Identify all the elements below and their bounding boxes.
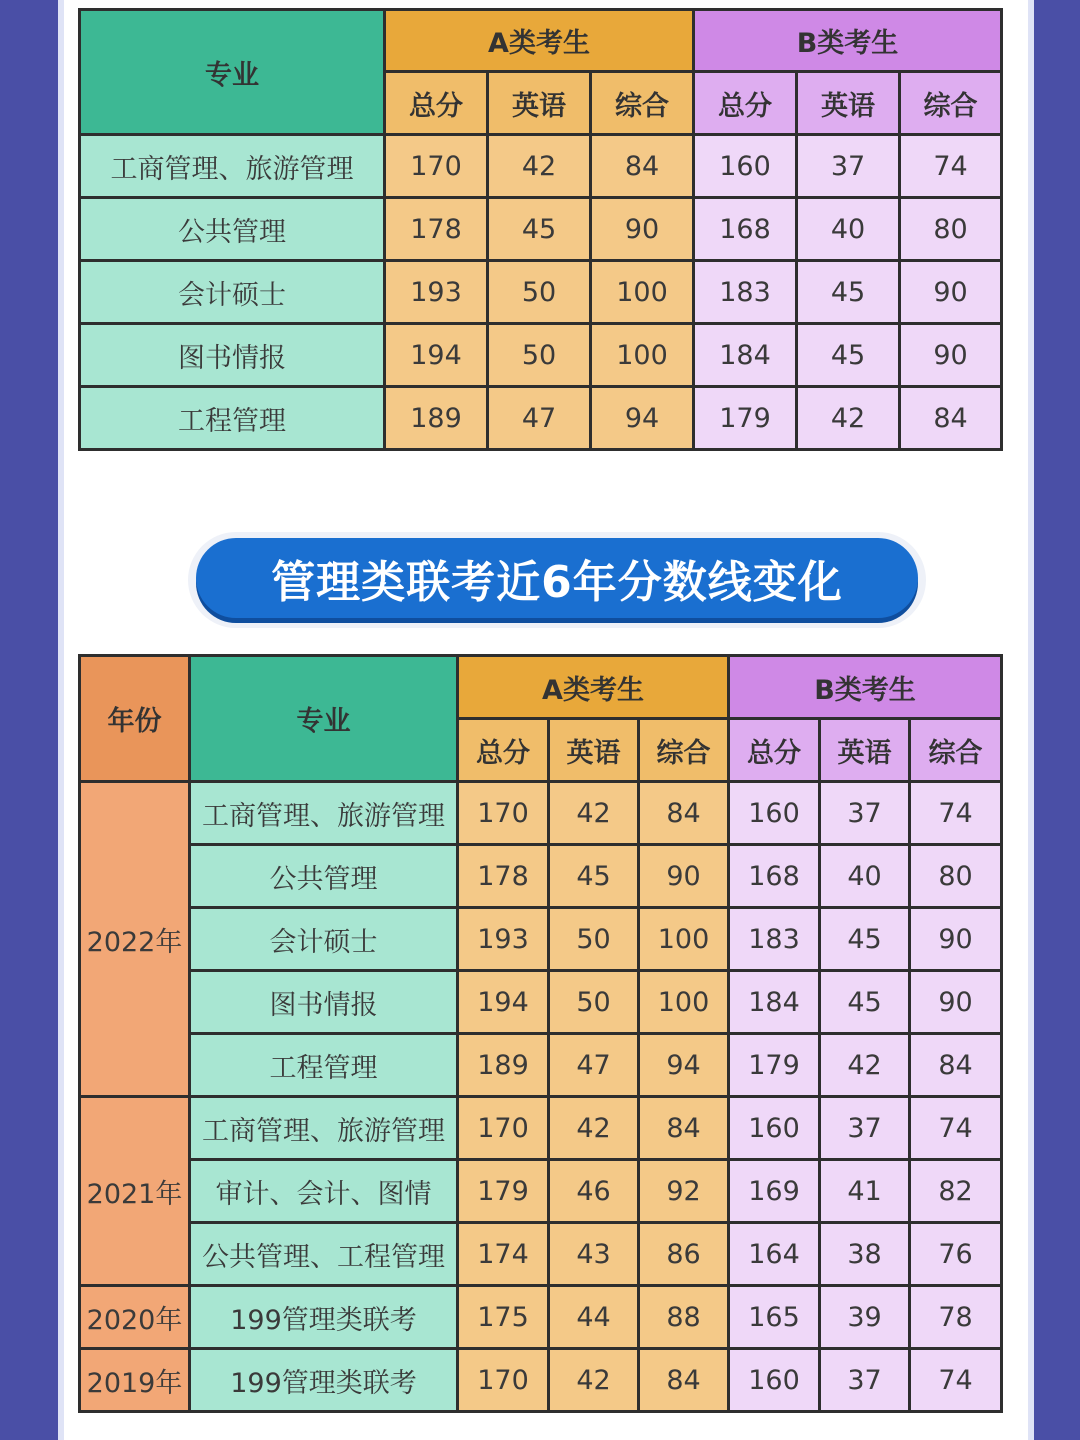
b-english-cell: 45	[820, 908, 910, 971]
table-row	[80, 1223, 1002, 1286]
major-cell: 图书情报	[80, 324, 385, 387]
year-cell: 2019年	[80, 1349, 190, 1412]
a-comprehensive-cell: 84	[639, 782, 729, 845]
b-total-cell: 169	[729, 1160, 820, 1223]
b-total-cell: 164	[729, 1223, 820, 1286]
b-english-cell: 40	[820, 845, 910, 908]
a-english-cell: 42	[549, 1097, 639, 1160]
a-comprehensive-cell: 100	[591, 324, 694, 387]
b-total-cell: 183	[694, 261, 797, 324]
b-english-cell: 37	[820, 782, 910, 845]
header-group-b: B类考生	[729, 656, 1002, 719]
b-comprehensive-cell: 76	[910, 1223, 1002, 1286]
b-total-cell: 184	[729, 971, 820, 1034]
a-english-cell: 50	[488, 261, 591, 324]
a-comprehensive-cell: 92	[639, 1160, 729, 1223]
b-english-cell: 40	[797, 198, 900, 261]
b-total-cell: 179	[694, 387, 797, 450]
score-history-table	[78, 654, 1003, 1413]
b-english-cell: 45	[797, 324, 900, 387]
table-row	[80, 971, 1002, 1034]
b-comprehensive-cell: 74	[900, 135, 1002, 198]
major-cell: 公共管理、工程管理	[190, 1223, 458, 1286]
b-total-cell: 168	[694, 198, 797, 261]
table-row	[80, 261, 1002, 324]
b-comprehensive-cell: 84	[910, 1034, 1002, 1097]
left-frame-border	[0, 0, 58, 1440]
a-comprehensive-cell: 94	[591, 387, 694, 450]
header-a-english: 英语	[488, 72, 591, 135]
a-total-cell: 170	[458, 1097, 549, 1160]
b-total-cell: 160	[729, 1097, 820, 1160]
score-table-2022	[78, 8, 1003, 451]
major-cell: 公共管理	[190, 845, 458, 908]
header-b-comprehensive: 综合	[900, 72, 1002, 135]
right-frame-border	[1034, 0, 1080, 1440]
header-major: 专业	[80, 10, 385, 135]
header-b-english: 英语	[797, 72, 900, 135]
year-cell: 2020年	[80, 1286, 190, 1349]
b-total-cell: 165	[729, 1286, 820, 1349]
b-comprehensive-cell: 74	[910, 782, 1002, 845]
a-total-cell: 178	[385, 198, 488, 261]
b-english-cell: 45	[820, 971, 910, 1034]
b-total-cell: 183	[729, 908, 820, 971]
major-cell: 审计、会计、图情	[190, 1160, 458, 1223]
header-a-english: 英语	[549, 719, 639, 782]
major-cell: 工程管理	[80, 387, 385, 450]
a-total-cell: 175	[458, 1286, 549, 1349]
b-total-cell: 179	[729, 1034, 820, 1097]
table-row	[80, 387, 1002, 450]
major-cell: 199管理类联考	[190, 1286, 458, 1349]
b-english-cell: 41	[820, 1160, 910, 1223]
major-cell: 工商管理、旅游管理	[80, 135, 385, 198]
a-english-cell: 45	[488, 198, 591, 261]
major-cell: 工程管理	[190, 1034, 458, 1097]
a-comprehensive-cell: 90	[591, 198, 694, 261]
header-group-a: A类考生	[458, 656, 729, 719]
major-cell: 图书情报	[190, 971, 458, 1034]
b-comprehensive-cell: 90	[900, 324, 1002, 387]
a-total-cell: 179	[458, 1160, 549, 1223]
table-row	[80, 1097, 1002, 1160]
major-cell: 工商管理、旅游管理	[190, 782, 458, 845]
b-comprehensive-cell: 90	[910, 971, 1002, 1034]
b-english-cell: 37	[820, 1097, 910, 1160]
b-total-cell: 184	[694, 324, 797, 387]
b-comprehensive-cell: 82	[910, 1160, 1002, 1223]
header-b-comprehensive: 综合	[910, 719, 1002, 782]
header-major: 专业	[190, 656, 458, 782]
a-english-cell: 42	[488, 135, 591, 198]
major-cell: 会计硕士	[80, 261, 385, 324]
a-total-cell: 174	[458, 1223, 549, 1286]
table-row	[80, 198, 1002, 261]
b-english-cell: 45	[797, 261, 900, 324]
major-cell: 工商管理、旅游管理	[190, 1097, 458, 1160]
b-comprehensive-cell: 74	[910, 1097, 1002, 1160]
a-comprehensive-cell: 84	[639, 1349, 729, 1412]
a-comprehensive-cell: 94	[639, 1034, 729, 1097]
table-row	[80, 135, 1002, 198]
section-title: 管理类联考近6年分数线变化	[196, 538, 918, 618]
header-a-comprehensive: 综合	[639, 719, 729, 782]
a-comprehensive-cell: 90	[639, 845, 729, 908]
a-english-cell: 45	[549, 845, 639, 908]
a-english-cell: 47	[549, 1034, 639, 1097]
a-total-cell: 194	[458, 971, 549, 1034]
b-total-cell: 160	[694, 135, 797, 198]
a-english-cell: 50	[549, 971, 639, 1034]
b-total-cell: 168	[729, 845, 820, 908]
a-english-cell: 42	[549, 782, 639, 845]
major-cell: 公共管理	[80, 198, 385, 261]
year-cell: 2021年	[80, 1097, 190, 1286]
a-total-cell: 170	[385, 135, 488, 198]
header-group-b: B类考生	[694, 10, 1002, 72]
a-english-cell: 43	[549, 1223, 639, 1286]
b-comprehensive-cell: 90	[910, 908, 1002, 971]
a-english-cell: 44	[549, 1286, 639, 1349]
b-comprehensive-cell: 74	[910, 1349, 1002, 1412]
a-total-cell: 178	[458, 845, 549, 908]
b-english-cell: 42	[797, 387, 900, 450]
a-comprehensive-cell: 84	[639, 1097, 729, 1160]
table-row	[80, 908, 1002, 971]
a-total-cell: 194	[385, 324, 488, 387]
b-comprehensive-cell: 80	[900, 198, 1002, 261]
table-row	[80, 845, 1002, 908]
a-total-cell: 170	[458, 782, 549, 845]
b-total-cell: 160	[729, 782, 820, 845]
header-b-total: 总分	[729, 719, 820, 782]
b-english-cell: 39	[820, 1286, 910, 1349]
a-english-cell: 50	[488, 324, 591, 387]
header-group-a: A类考生	[385, 10, 694, 72]
header-a-total: 总分	[458, 719, 549, 782]
major-cell: 会计硕士	[190, 908, 458, 971]
table-row	[80, 1286, 1002, 1349]
table-row	[80, 1034, 1002, 1097]
right-frame-inner	[1028, 0, 1034, 1440]
header-b-english: 英语	[820, 719, 910, 782]
b-english-cell: 38	[820, 1223, 910, 1286]
a-english-cell: 46	[549, 1160, 639, 1223]
a-english-cell: 47	[488, 387, 591, 450]
a-comprehensive-cell: 100	[639, 971, 729, 1034]
a-comprehensive-cell: 86	[639, 1223, 729, 1286]
header-a-total: 总分	[385, 72, 488, 135]
b-english-cell: 37	[820, 1349, 910, 1412]
table-row	[80, 782, 1002, 845]
a-total-cell: 189	[458, 1034, 549, 1097]
b-comprehensive-cell: 80	[910, 845, 1002, 908]
a-total-cell: 170	[458, 1349, 549, 1412]
a-comprehensive-cell: 88	[639, 1286, 729, 1349]
b-comprehensive-cell: 84	[900, 387, 1002, 450]
b-english-cell: 37	[797, 135, 900, 198]
b-comprehensive-cell: 78	[910, 1286, 1002, 1349]
a-total-cell: 189	[385, 387, 488, 450]
major-cell: 199管理类联考	[190, 1349, 458, 1412]
a-total-cell: 193	[385, 261, 488, 324]
a-english-cell: 50	[549, 908, 639, 971]
a-comprehensive-cell: 84	[591, 135, 694, 198]
b-comprehensive-cell: 90	[900, 261, 1002, 324]
a-comprehensive-cell: 100	[591, 261, 694, 324]
a-english-cell: 42	[549, 1349, 639, 1412]
table-row	[80, 1349, 1002, 1412]
a-comprehensive-cell: 100	[639, 908, 729, 971]
header-b-total: 总分	[694, 72, 797, 135]
a-total-cell: 193	[458, 908, 549, 971]
b-english-cell: 42	[820, 1034, 910, 1097]
table-row	[80, 1160, 1002, 1223]
table-row	[80, 324, 1002, 387]
section-banner	[188, 532, 926, 628]
header-year: 年份	[80, 656, 190, 782]
b-total-cell: 160	[729, 1349, 820, 1412]
year-cell: 2022年	[80, 782, 190, 1097]
header-a-comprehensive: 综合	[591, 72, 694, 135]
